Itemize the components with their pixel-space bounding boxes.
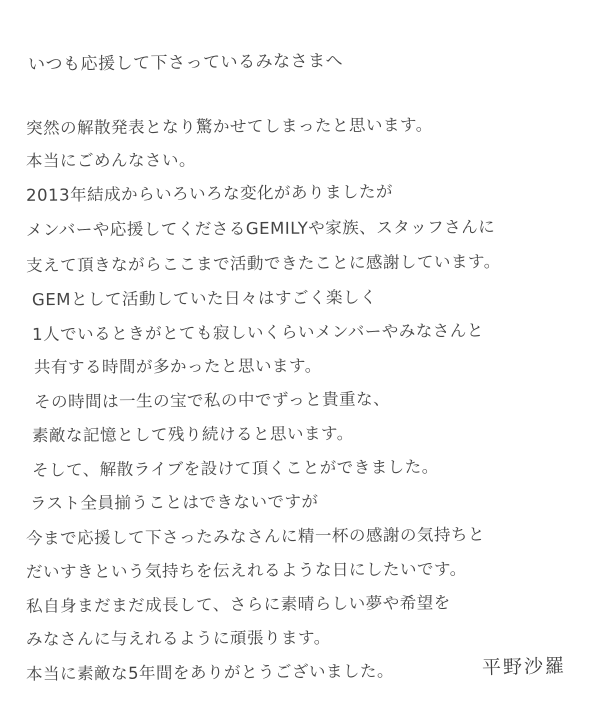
letter-body-line: 支えて頂きながらここまで活動できたことに感謝しています。 <box>25 251 501 276</box>
letter-body-line: そして、解散ライブを設けて頂くことができました。 <box>31 457 439 480</box>
letter-body-line: 素敵な記憶として残り続けると思います。 <box>31 423 354 446</box>
letter-body-line: ラスト全員揃うことはできないですが <box>29 491 319 514</box>
letter-body-line: 本当にごめんなさい。 <box>25 150 197 171</box>
letter-body-line: 本当に素敵な5年間をありがとうございました。 <box>25 661 395 684</box>
letter-body-line: みなさんに与えれるように頑張ります。 <box>25 628 331 649</box>
letter-body-line: その時間は一生の宝で私の中でずっと貴重な、 <box>33 389 391 412</box>
letter-greeting: いつも応援して下さっているみなさまへ <box>27 51 344 75</box>
letter-body-line: 1人でいるときがとても寂しいくらいメンバーやみなさんと <box>31 321 484 344</box>
letter-body-line: メンバーや応援してくださるGEMILYや家族、スタッフさんに <box>25 217 496 240</box>
letter-body-line: 共有する時間が多かったと思います。 <box>33 356 322 377</box>
letter-body-line: 私自身まだまだ成長して、さらに素晴らしい夢や希望を <box>25 593 451 616</box>
letter-body-line: GEMとして活動していた日々はすごく楽しく <box>31 287 378 310</box>
letter-body-line: 2013年結成からいろいろな変化がありましたが <box>25 182 394 205</box>
letter-body-line: だいすきという気持ちを伝えれるような日にしたいです。 <box>25 559 467 582</box>
letter-signature: 平野沙羅 <box>481 655 567 679</box>
letter-body-line: 今まで応援して下さったみなさんに精一杯の感謝の気持ちと <box>25 524 486 549</box>
letter-body-line: 突然の解散発表となり驚かせてしまったと思います。 <box>25 115 433 138</box>
